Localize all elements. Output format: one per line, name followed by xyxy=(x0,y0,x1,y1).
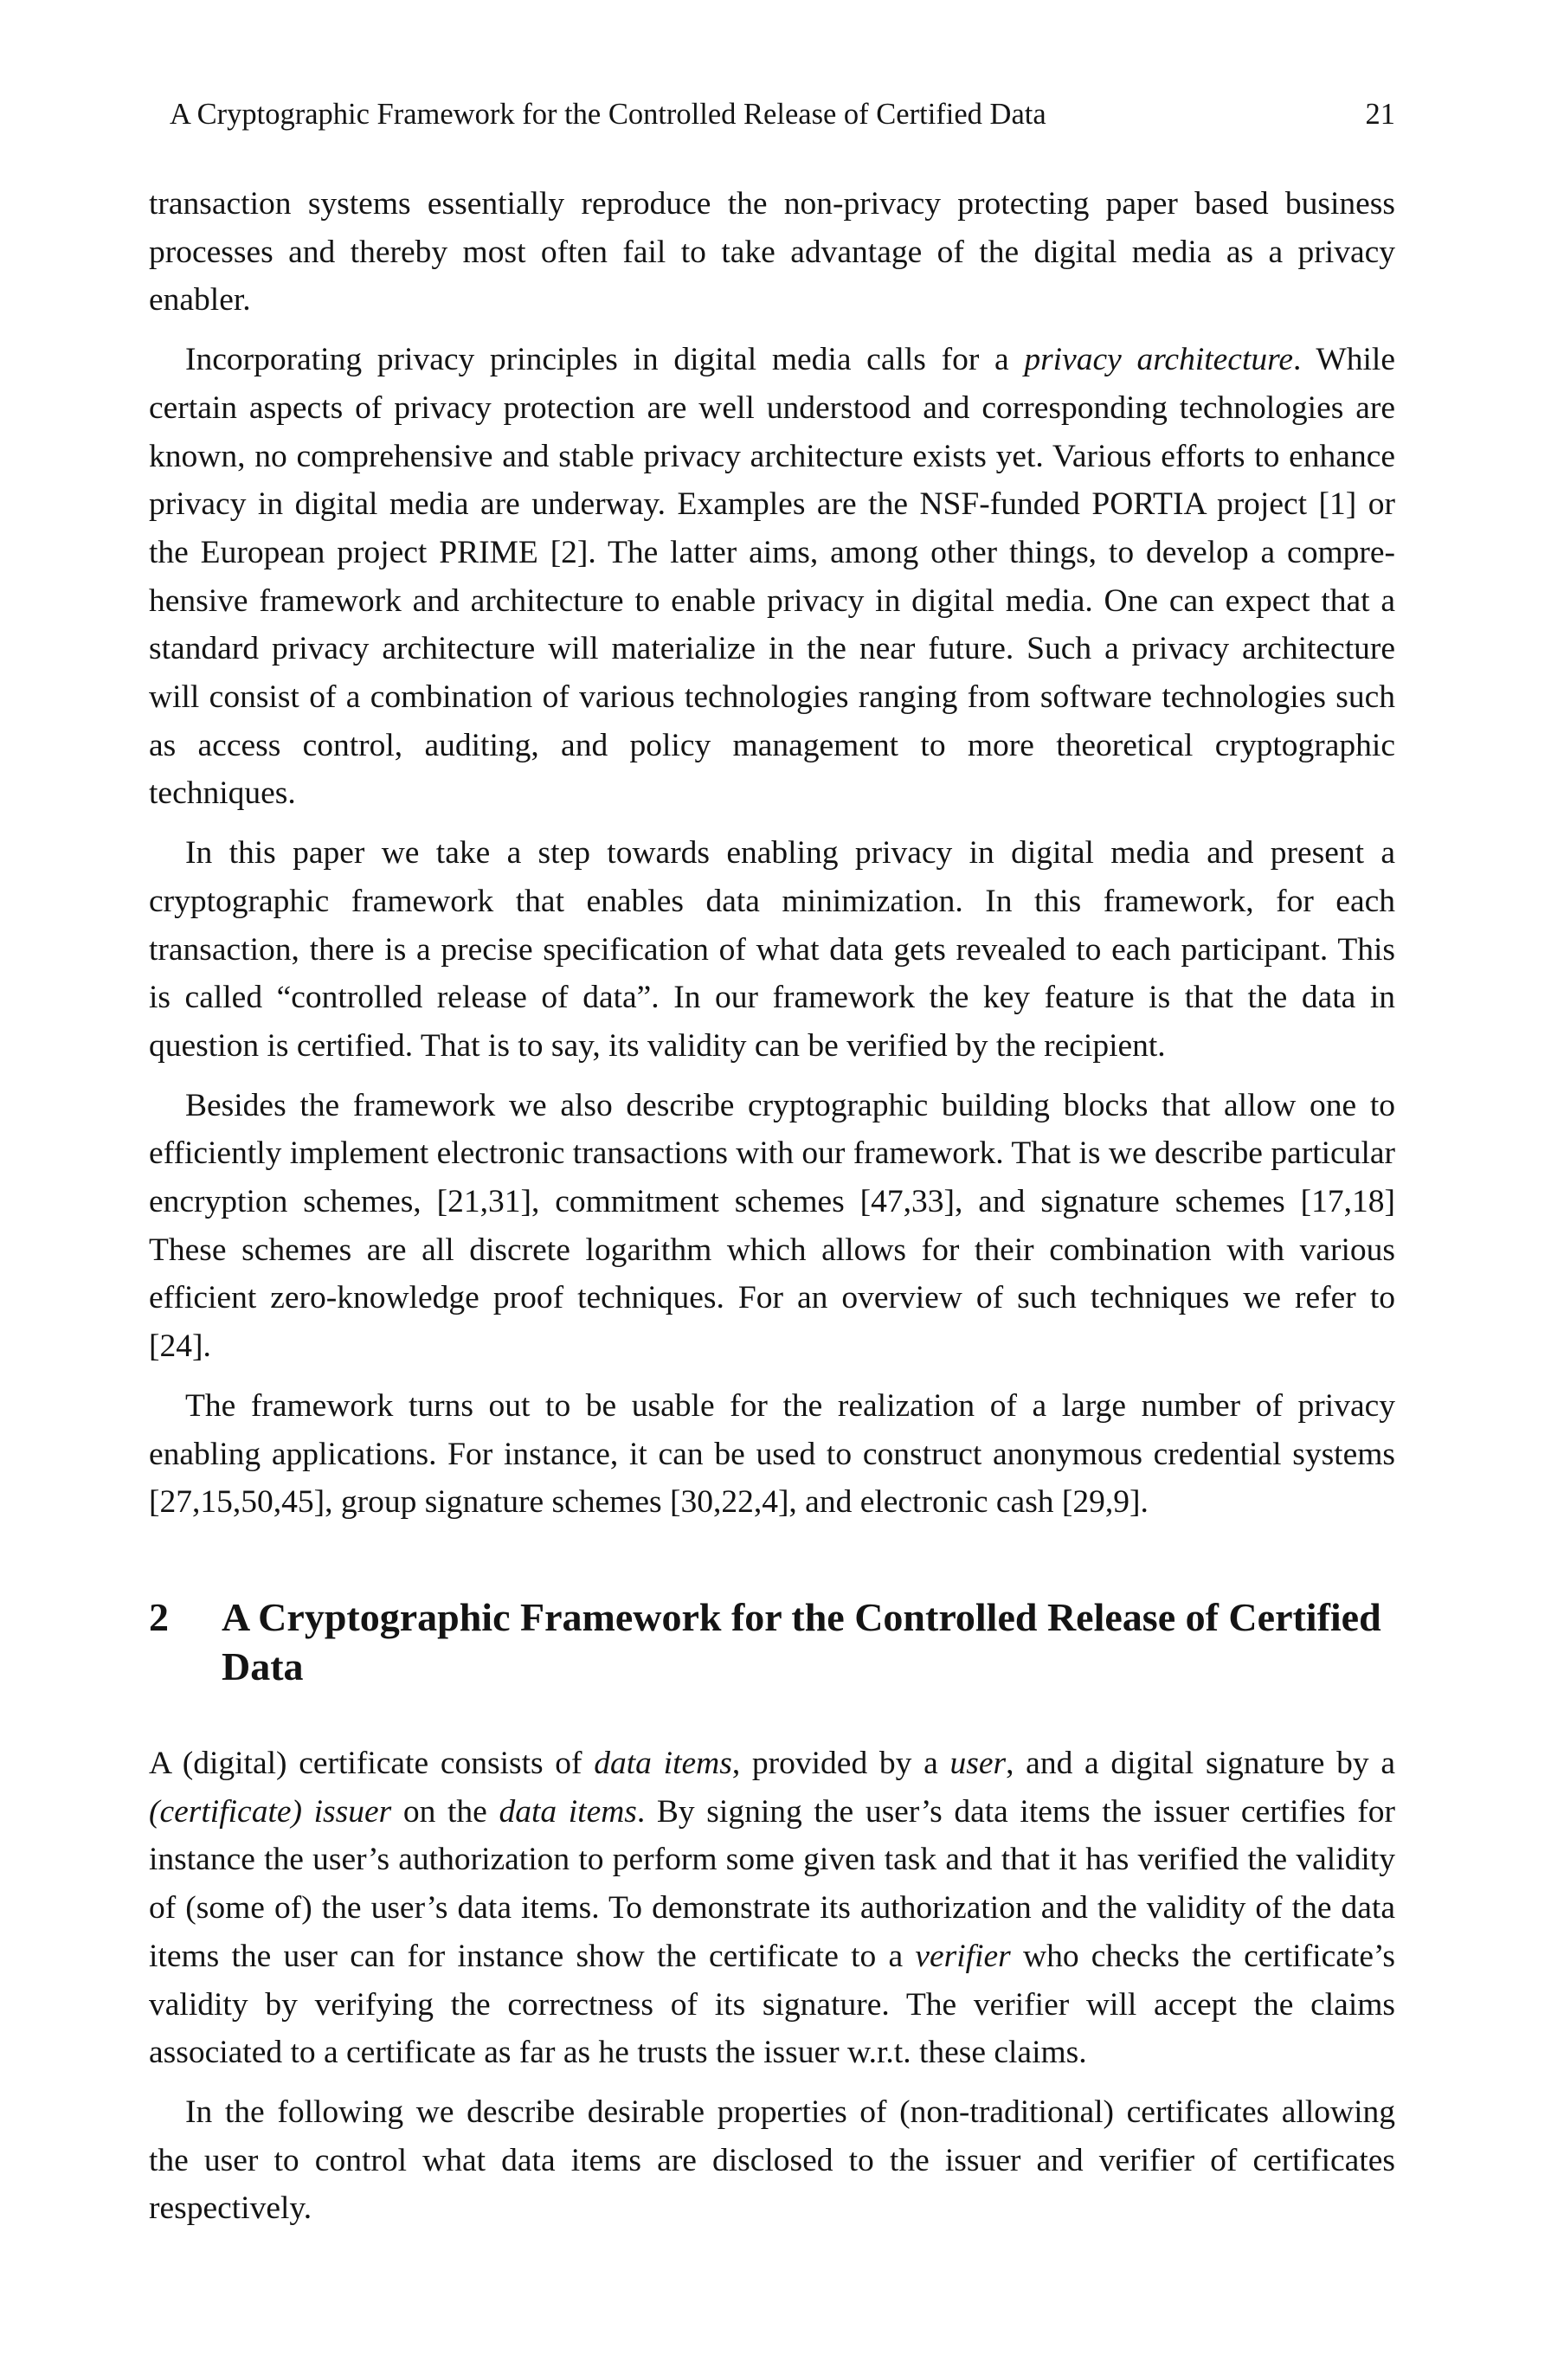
intro-paragraph-2-text-b: . While certain aspects of privacy protection are well understood and corresponding technologies are known, no comprehensive and stable privacy architecture exists yet. Various efforts to enhance privacy in digital media are underway. Examples are the NSF-funded PORTIA project [1] or the European project PRIME [2]. The latter aims, among other things, to develop a comprehensive framework and architecture to enable privacy in digital media. One can expect that a standard privacy architecture will materialize in the near future. Such a privacy architecture will consist of a combination of various technologies ranging from software technologies such as access control, auditing, and policy management to more theoretical cryptographic techniques. xyxy=(149,342,1395,812)
intro-paragraph-4 xyxy=(149,1082,1395,1371)
s2p1-text-f: who checks the certificate’s validity by verifying the correctness of its signature. The verifier will accept the claims associated to a certificate as far as he trusts the issuer w.r.t. these claims. xyxy=(149,1938,1395,2071)
intro-paragraph-1-text: transaction systems essentially reproduce the non-privacy protecting paper based business processes and thereby most often fail to take advantage of the digital media as a privacy enabler. xyxy=(149,186,1395,318)
section-2-paragraph-2-text: In the following we describe desirable properties of (non-traditional) certificates allowing the user to control what data items are disclosed to the issuer and verifier of certificates respectively. xyxy=(149,2094,1395,2227)
intro-paragraph-5 xyxy=(149,1382,1395,1527)
s2p1-text-a: A (digital) certificate consists of xyxy=(149,1745,595,1781)
verifier-emphasis: verifier xyxy=(915,1938,1011,1974)
data-items-emphasis: data items xyxy=(594,1745,732,1781)
page-number: 21 xyxy=(1365,98,1395,131)
section-title: A Cryptographic Framework for the Controlled Release of Certified Data xyxy=(222,1594,1381,1689)
s2p1-text-c: , and a digital signature by a xyxy=(1006,1745,1395,1781)
section-number: 2 xyxy=(149,1594,169,1639)
section-heading xyxy=(149,1592,1395,1691)
section-2-paragraph-1 xyxy=(149,1740,1395,2077)
intro-paragraph-5-text: The framework turns out to be usable for the realization of a large number of privacy enabling applications. For instance, it can be used to construct anonymous credential systems [27,15,50,45], group signature schemes [30,22,4], and electronic cash [29,9]. xyxy=(149,1387,1395,1521)
privacy-architecture-emphasis: privacy architecture xyxy=(1024,342,1293,378)
running-head-title: A Cryptographic Framework for the Controlled Release of Certified Data xyxy=(170,98,1046,131)
paper-page xyxy=(149,87,1395,2244)
intro-paragraph-3-text: In this paper we take a step towards enabling privacy in digital media and present a cryptographic framework that enables data minimization. In this framework, for each transaction, there is a precise specification of what data gets revealed to each participant. This is called “controlled release of data”. In our framework the key feature is that the data in question is certified. That is to say, its validity can be verified by the recipient. xyxy=(149,835,1395,1064)
certificate-issuer-emphasis: (certificate) issuer xyxy=(149,1793,392,1830)
intro-paragraph-2 xyxy=(149,336,1395,818)
s2p1-text-d: on the xyxy=(391,1793,499,1830)
running-head xyxy=(149,87,1395,142)
data-items-emphasis-2: data items xyxy=(499,1793,637,1830)
user-emphasis: user xyxy=(949,1745,1007,1781)
intro-paragraph-2-text-a: Incorporating privacy principles in digital media calls for a xyxy=(185,342,1025,378)
intro-paragraph-4-text: Besides the framework we also describe cryptographic building blocks that allow one to efficiently implement electronic transactions with our framework. That is we describe particular encryption schemes, [21,31], commitment schemes [47,33], and signature schemes [17,18] These schemes are all discrete logarithm which allows for their combination with various efficient zero-knowledge proof techniques. For an overview of such techniques we refer to [24]. xyxy=(149,1087,1395,1365)
s2p1-text-b: , provided by a xyxy=(731,1745,950,1781)
section-2-paragraph-2 xyxy=(149,2088,1395,2233)
s2p1-text-e: . By signing the user’s data items the issuer certifies for instance the user’s authorization to perform some given task and that it has verified the validity of (some of) the user’s data items. To demonstrate its authorization and the validity of the data items the user can for instance show the certificate to a xyxy=(149,1793,1395,1974)
intro-paragraph-1 xyxy=(149,180,1395,325)
intro-paragraph-3 xyxy=(149,829,1395,1071)
